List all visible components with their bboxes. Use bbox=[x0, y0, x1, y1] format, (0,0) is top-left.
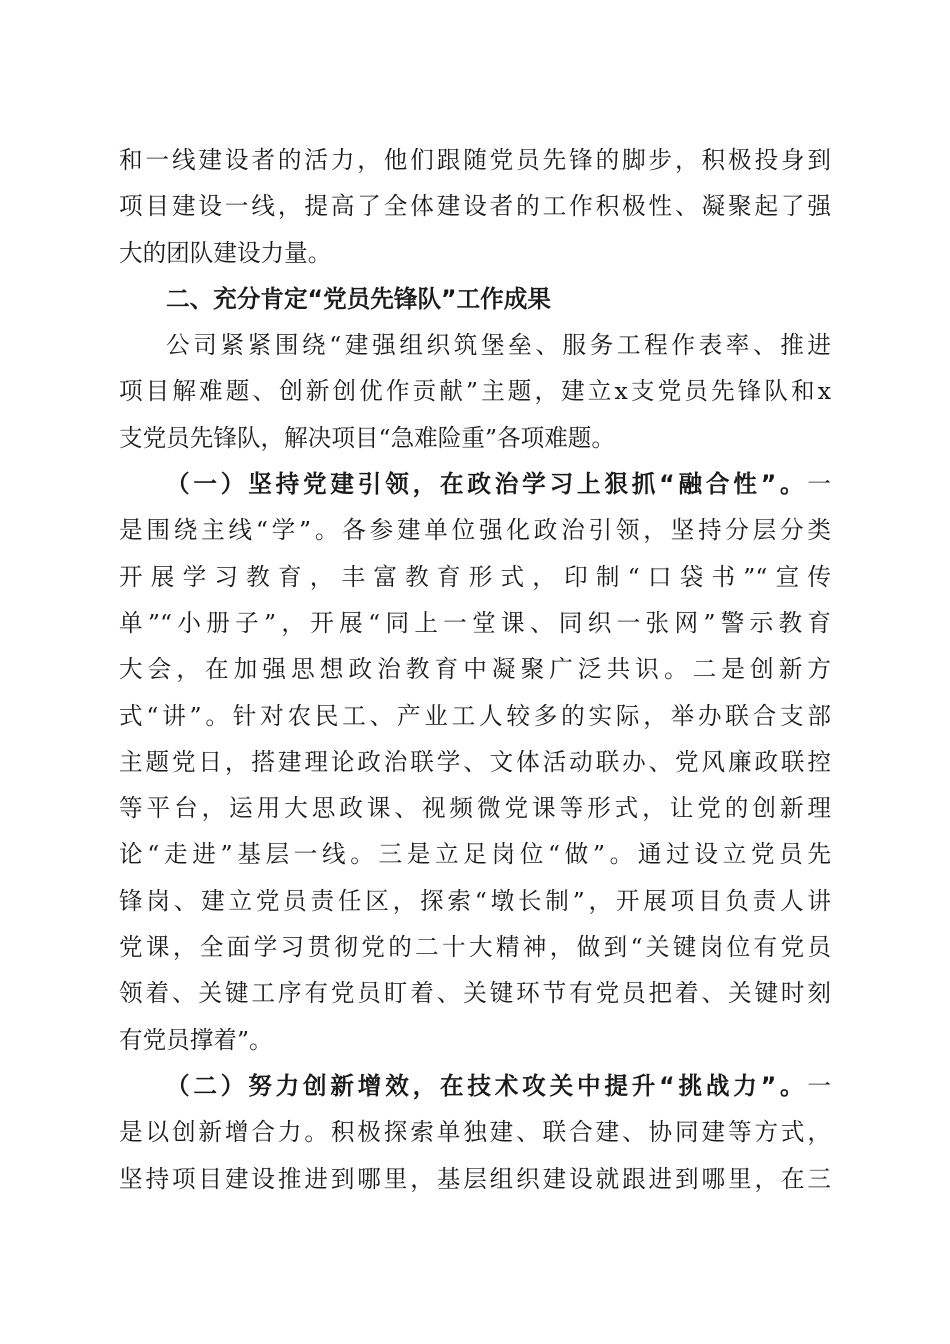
paragraph-line: 党课，全面学习贯彻党的二十大精神，做到“关键岗位有党员 bbox=[119, 933, 831, 962]
section-heading: 二、充分肯定“党员先锋队”工作成果 bbox=[166, 284, 551, 313]
paragraph-line: 项目建设一线，提高了全体建设者的工作积极性、凝聚起了强 bbox=[119, 192, 831, 221]
paragraph-line: 开展学习教育，丰富教育形式，印制“口袋书”“宣传 bbox=[119, 562, 831, 591]
paragraph-line: 坚持项目建设推进到哪里，基层组织建设就跟进到哪里，在三 bbox=[119, 1164, 831, 1193]
paragraph-line: 支党员先锋队，解决项目“急难险重”各项难题。 bbox=[119, 423, 615, 452]
paragraph-line: 式“讲”。针对农民工、产业工人较多的实际，举办联合支部 bbox=[119, 701, 831, 730]
paragraph-line: 大的团队建设力量。 bbox=[119, 238, 332, 267]
paragraph-line: 公司紧紧围绕“建强组织筑堡垒、服务工程作表率、推进 bbox=[166, 331, 831, 360]
subsection-line bbox=[119, 1063, 831, 1109]
subsection-heading: （二）努力创新增效，在技术攻关中提升“挑战力”。 bbox=[166, 1071, 808, 1100]
subsection-heading: （一）坚持党建引领，在政治学习上狠抓“融合性”。 bbox=[166, 470, 808, 499]
paragraph-text: 一 bbox=[807, 470, 831, 499]
subsection-line bbox=[119, 461, 831, 507]
paragraph-line: 领着、关键工序有党员盯着、关键环节有党员把着、关键时刻 bbox=[119, 979, 831, 1008]
paragraph-line: 有党员撑着”。 bbox=[119, 1025, 273, 1054]
paragraph-line: 锋岗、建立党员责任区，探索“墩长制”，开展项目负责人讲 bbox=[119, 886, 831, 915]
paragraph-line: 等平台，运用大思政课、视频微党课等形式，让党的创新理 bbox=[119, 794, 831, 823]
paragraph-line: 单”“小册子”，开展“同上一堂课、同织一张网”警示教育 bbox=[119, 608, 831, 637]
paragraph-line: 论“走进”基层一线。三是立足岗位“做”。通过设立党员先 bbox=[119, 840, 831, 869]
paragraph-line: 是以创新增合力。积极探索单独建、联合建、协同建等方式， bbox=[119, 1118, 831, 1147]
paragraph-line: 和一线建设者的活力，他们跟随党员先锋的脚步，积极投身到 bbox=[119, 146, 831, 174]
document-body bbox=[119, 137, 831, 1202]
paragraph-line: 项目解难题、创新创优作贡献”主题，建立x支党员先锋队和x bbox=[119, 377, 831, 406]
paragraph-line: 大会，在加强思想政治教育中凝聚广泛共识。二是创新方 bbox=[119, 655, 831, 684]
paragraph-line: 主题党日，搭建理论政治联学、文体活动联办、党风廉政联控 bbox=[119, 747, 831, 776]
paragraph-text: 一 bbox=[807, 1071, 831, 1100]
paragraph-line: 是围绕主线“学”。各参建单位强化政治引领，坚持分层分类 bbox=[119, 516, 831, 545]
